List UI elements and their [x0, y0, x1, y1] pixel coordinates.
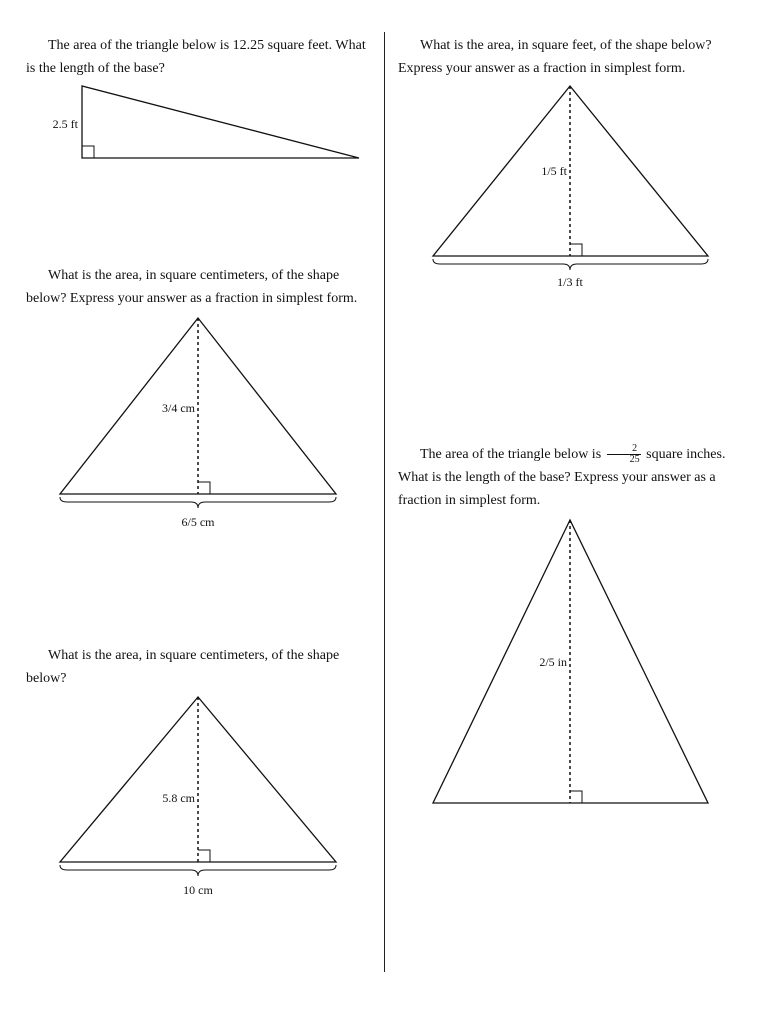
triangle-1-height-label: 2.5 ft — [52, 117, 78, 131]
base-brace-2 — [433, 259, 708, 270]
fraction-denominator: 25 — [629, 454, 640, 466]
question-4-text-before: The area of the triangle below is — [420, 447, 602, 462]
triangle-2-base-label: 1/3 ft — [557, 275, 583, 289]
right-angle-mark-1 — [82, 146, 94, 158]
question-3-text: What is the area, in square centimeters, of the shape below? Express your answer as a fraction in simplest form. — [26, 268, 358, 306]
triangle-5-base-label: 10 cm — [183, 883, 213, 897]
base-brace-3 — [60, 497, 336, 508]
triangle-5-height-label: 5.8 cm — [162, 791, 195, 805]
right-angle-mark-4 — [570, 791, 582, 803]
right-angle-mark-3 — [198, 482, 210, 494]
question-2-text: What is the area, in square feet, of the shape below? Express your answer as a fraction in simplest form. — [398, 38, 712, 76]
question-5-text: What is the area, in square centimeters, of the shape below? — [26, 648, 340, 686]
figure-4-triangle — [433, 520, 708, 803]
triangle-4-height-label: 2/5 in — [539, 655, 567, 669]
question-4-text-after: square inches. What is the length of the base? Express your answer as a fraction in simplest form. — [398, 447, 726, 508]
triangle-3-height-label: 3/4 cm — [162, 401, 195, 415]
right-angle-mark-2 — [570, 244, 582, 256]
triangle-3-base-label: 6/5 cm — [181, 515, 215, 529]
figure-1-right-triangle — [53, 86, 359, 158]
figure-3-triangle — [60, 318, 336, 529]
triangle-2-height-label: 1/5 ft — [541, 164, 567, 178]
figure-2-triangle — [433, 86, 708, 289]
fraction-numerator: 2 — [607, 444, 641, 455]
base-brace-5 — [60, 865, 336, 876]
triangle-1-outline — [82, 86, 359, 158]
question-1-text: The area of the triangle below is 12.25 square feet. What is the length of the base? — [26, 38, 366, 76]
right-angle-mark-5 — [198, 850, 210, 862]
figure-5-triangle — [60, 697, 336, 897]
